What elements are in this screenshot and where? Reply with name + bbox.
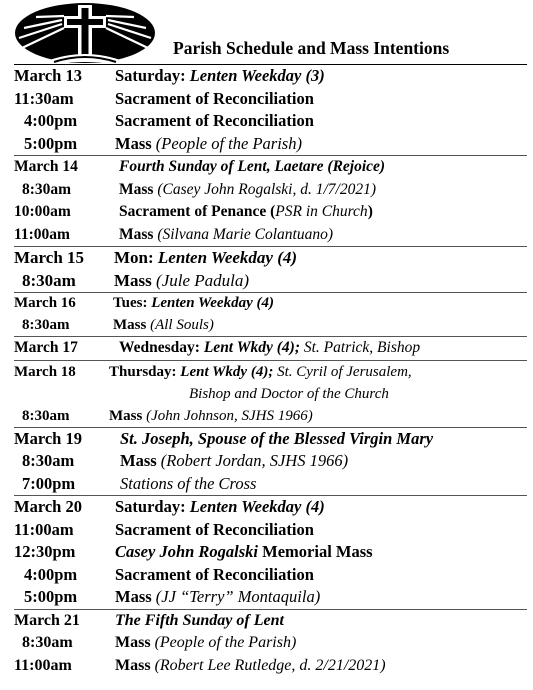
schedule-row [14,519,527,542]
event-description [115,655,527,678]
text-run: (Casey John Rogalski, d. 1/7/2021) [157,180,377,198]
text-run: St. Joseph, Spouse of the Blessed Virgin Mary [120,428,434,448]
day-title [120,428,527,451]
day-title [119,156,527,179]
text-run: The Fifth Sunday of Lent [115,611,284,629]
text-run: Sacrament of Reconciliation [115,88,314,108]
text-run: Lent Wkdy (4); [203,339,300,356]
text-run: PSR in Church [275,203,368,220]
text-run: Saturday: [115,66,190,85]
text-run: Lenten Weekday (3) [189,66,325,85]
event-description [119,224,527,247]
schedule-row [14,133,527,156]
day-title [114,247,527,270]
text-run: Mon: [114,248,158,267]
event-time: 8:30am [22,316,70,333]
event-description [115,586,527,609]
event-time: 8:30am [22,180,72,198]
event-description [115,564,527,587]
day-header-row [14,293,527,315]
day-header-row [14,361,527,383]
event-description [109,383,527,405]
schedule-row [14,405,527,427]
event-description [115,133,527,156]
text-run: (People of the Parish) [155,133,302,153]
event-time: 11:00am [14,225,70,243]
text-run: (Silvana Marie Colantuano) [157,225,333,243]
text-run: (Robert Lee Rutledge, d. 2/21/2021) [154,656,386,674]
day-title [109,361,527,383]
event-time: 10:00am [14,203,71,220]
event-time: 8:30am [22,451,75,470]
day-date: March 14 [14,158,78,175]
text-run: Lenten Weekday (4) [157,248,298,267]
text-run: Fourth Sunday of Lent, Laetare (Rejoice) [119,158,386,175]
schedule-row [14,201,527,224]
schedule-row [14,564,527,587]
church-cross-logo-icon [14,2,156,64]
schedule-row [14,315,527,337]
day-header-row [14,65,527,88]
day-title [115,610,527,633]
text-run: Mass [115,587,156,606]
text-run: Lenten Weekday (4) [189,497,325,516]
schedule-list [14,65,527,677]
day-block [14,65,527,156]
day-block [14,496,527,610]
day-date: March 17 [14,339,78,356]
event-time: 11:00am [14,656,72,674]
text-run: Tues: [113,295,152,311]
event-time: 11:30am [14,88,74,108]
text-run: Mass [109,407,147,424]
event-description [115,541,527,564]
text-run: St. Cyril of Jerusalem, [273,363,412,380]
schedule-row [14,655,527,678]
text-run: Mass [113,316,151,333]
text-run: Mass [115,133,156,153]
text-run: Mass [115,656,155,674]
event-description [113,315,527,337]
event-description [115,519,527,542]
day-title [115,65,527,88]
day-date: March 18 [14,363,76,380]
day-block [14,337,527,361]
schedule-row [14,632,527,655]
event-time: 7:00pm [22,473,76,493]
day-date: March 19 [14,428,82,448]
schedule-row [14,270,527,293]
text-run: ) [367,203,373,220]
day-block [14,428,527,497]
day-title [113,293,527,315]
event-time: 4:00pm [24,564,78,584]
event-time: 5:00pm [24,133,78,153]
event-time: 8:30am [22,634,73,651]
text-run: Wednesday: [119,339,204,356]
event-time: 5:00pm [24,587,78,606]
event-description [115,632,527,655]
text-run: (All Souls) [150,316,214,333]
text-run: Mass [119,180,158,198]
day-block [14,361,527,428]
text-run: (People of the Parish) [154,634,297,651]
event-description [120,473,527,496]
text-run: Mass [119,225,158,243]
text-run: (Jule Padula) [156,270,250,290]
event-description [120,450,527,473]
text-run: (JJ “Terry” Montaquila) [155,587,321,606]
text-run: Sacrament of Penance [119,203,271,220]
text-run: St. Patrick, Bishop [300,339,421,356]
day-date: March 15 [14,248,85,267]
day-header-row [14,247,527,270]
event-time: 8:30am [22,407,70,424]
day-date: March 20 [14,497,82,516]
day-title [119,337,527,360]
day-header-row [14,156,527,179]
day-block [14,610,527,678]
schedule-row [14,586,527,609]
text-run: Lenten Weekday (4) [151,295,274,311]
event-time: 11:00am [14,519,74,539]
text-run: Mass [114,270,157,290]
text-run: Sacrament of Reconciliation [115,519,314,539]
event-time: 12:30pm [14,542,76,561]
text-run: Bishop and Doctor of the Church [189,385,389,402]
schedule-row [14,450,527,473]
event-description [119,179,527,202]
schedule-row [14,541,527,564]
day-header-row [14,428,527,451]
day-date: March 21 [14,611,80,629]
text-run: Lent Wkdy (4); [180,363,274,380]
text-run: ( [270,203,276,220]
schedule-row [14,224,527,247]
event-time: 4:00pm [24,111,78,130]
event-description [109,405,527,427]
day-block [14,293,527,337]
day-block [14,247,527,293]
text-run: Mass [120,451,161,470]
event-time: 8:30am [22,270,76,290]
text-run: (Robert Jordan, SJHS 1966) [160,451,349,470]
text-run: Casey John Rogalski [115,542,259,561]
event-description [114,270,527,293]
day-date: March 13 [14,66,82,85]
text-run: Saturday: [115,497,190,516]
schedule-row [14,473,527,496]
text-run: Sacrament of Reconciliation [115,564,314,584]
schedule-row [14,110,527,133]
schedule-row [14,179,527,202]
text-run: Sacrament of Reconciliation [115,111,314,130]
event-description [115,88,527,111]
event-description [119,201,527,224]
text-run: (John Johnson, SJHS 1966) [146,407,313,424]
schedule-row [14,383,527,405]
day-header-row [14,337,527,360]
text-run: Thursday: [109,363,181,380]
day-title [115,496,527,519]
day-header-row [14,610,527,633]
day-date: March 16 [14,295,76,311]
day-header-row [14,496,527,519]
day-block [14,156,527,247]
page-title: Parish Schedule and Mass Intentions [173,38,450,58]
schedule-row [14,88,527,111]
text-run: Mass [115,634,155,651]
text-run: Stations of the Cross [120,473,257,493]
event-description [115,110,527,133]
text-run: Memorial Mass [258,542,373,561]
